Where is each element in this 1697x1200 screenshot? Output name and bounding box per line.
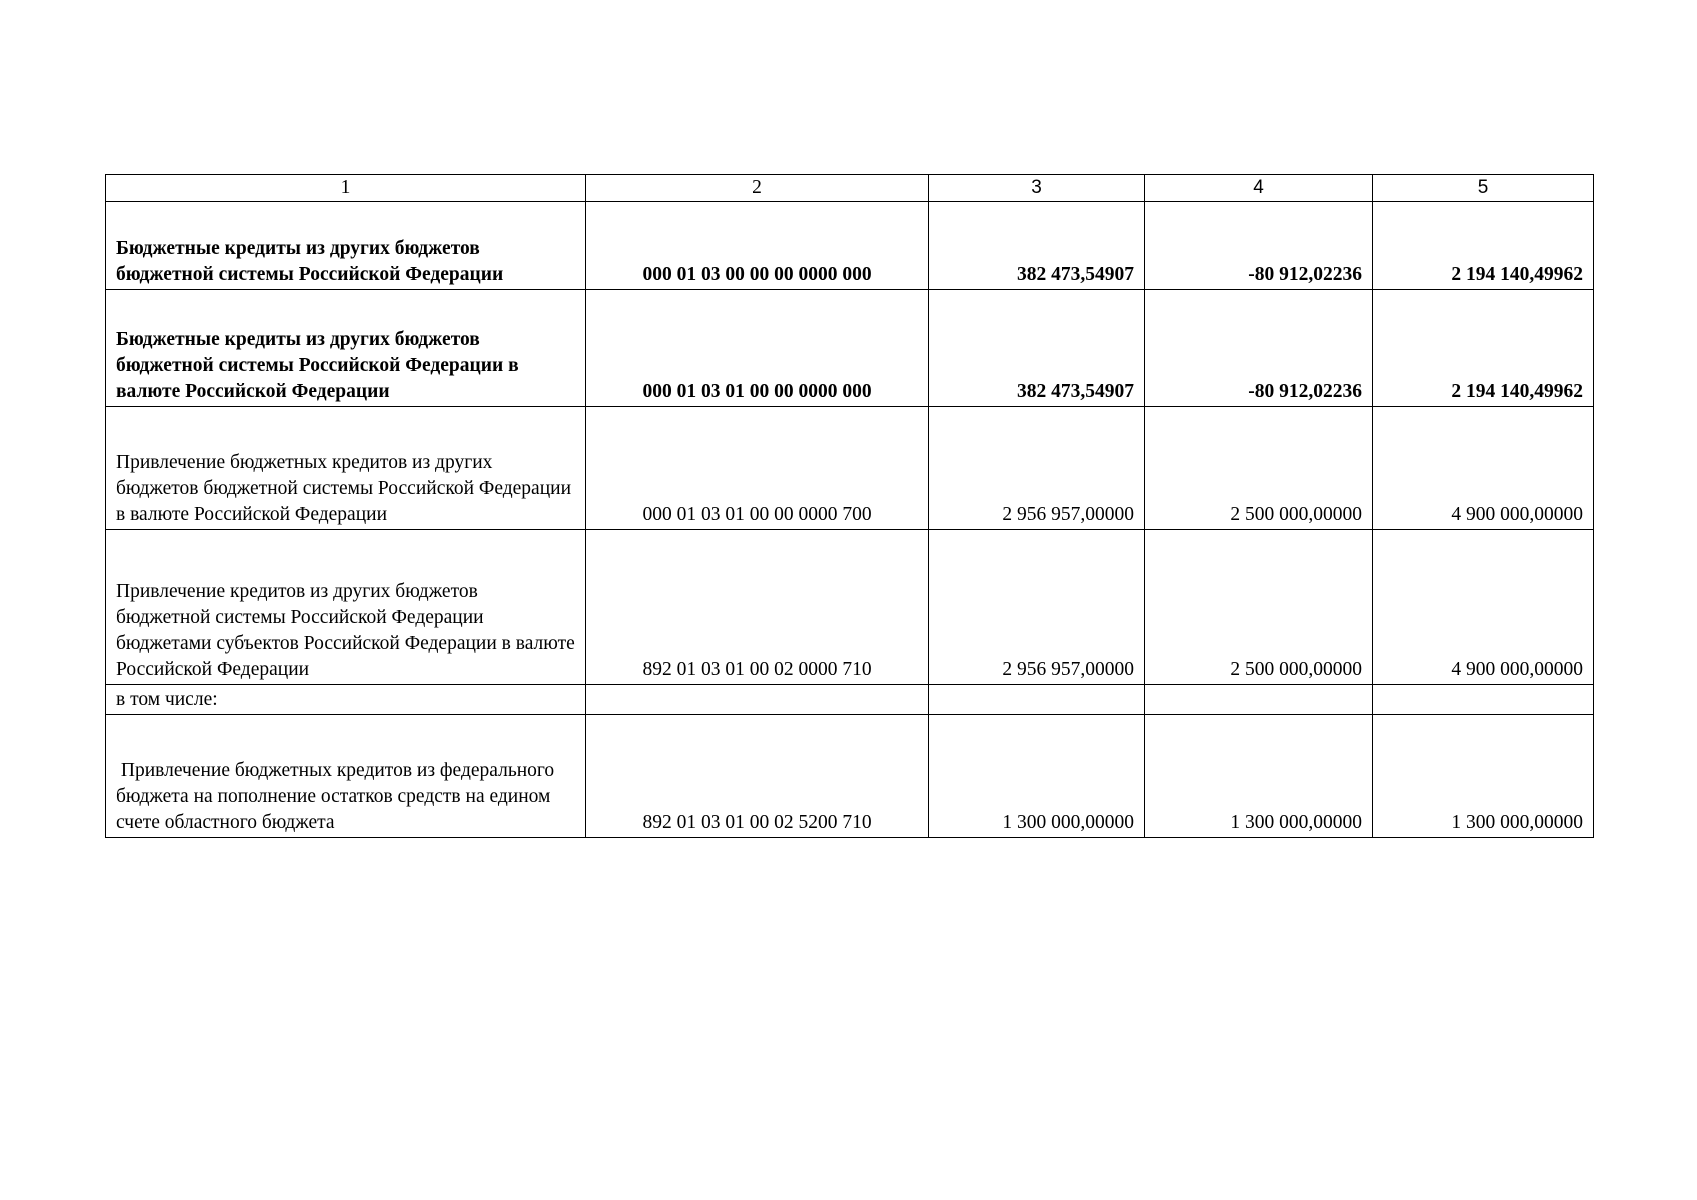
header-col-2: 2 bbox=[586, 175, 929, 202]
budget-table bbox=[105, 174, 1594, 838]
row-code: 000 01 03 01 00 00 0000 700 bbox=[586, 407, 929, 530]
row-name: Привлечение бюджетных кредитов из других бюджетов бюджетной системы Российской Федерации в валюте Российской Федерации bbox=[106, 407, 586, 530]
row-code bbox=[586, 685, 929, 715]
table-row bbox=[106, 715, 1594, 838]
row-name: в том числе: bbox=[106, 685, 586, 715]
row-name bbox=[106, 715, 586, 838]
row-name: Бюджетные кредиты из других бюджетов бюджетной системы Российской Федерации bbox=[106, 202, 586, 290]
row-value-5: 2 194 140,49962 bbox=[1373, 290, 1594, 407]
header-col-1: 1 bbox=[106, 175, 586, 202]
row-value-3: 2 956 957,00000 bbox=[929, 530, 1145, 685]
table-header-row bbox=[106, 175, 1594, 202]
table-row bbox=[106, 202, 1594, 290]
row-value-4 bbox=[1145, 685, 1373, 715]
header-col-3: 3 bbox=[929, 175, 1145, 202]
row-value-4: 2 500 000,00000 bbox=[1145, 530, 1373, 685]
header-col-5: 5 bbox=[1373, 175, 1594, 202]
table-row bbox=[106, 290, 1594, 407]
row-value-4: -80 912,02236 bbox=[1145, 202, 1373, 290]
row-value-5: 2 194 140,49962 bbox=[1373, 202, 1594, 290]
row-value-3: 2 956 957,00000 bbox=[929, 407, 1145, 530]
row-value-4: 1 300 000,00000 bbox=[1145, 715, 1373, 838]
table-row bbox=[106, 530, 1594, 685]
row-value-5: 1 300 000,00000 bbox=[1373, 715, 1594, 838]
row-name: Привлечение кредитов из других бюджетов бюджетной системы Российской Федерации бюджетами субъектов Российской Федерации в валюте Российской Федерации bbox=[106, 530, 586, 685]
row-code: 000 01 03 00 00 00 0000 000 bbox=[586, 202, 929, 290]
row-name-text: Привлечение бюджетных кредитов из федерального бюджета на пополнение остатков средств на едином счете областного бюджета bbox=[116, 760, 555, 833]
table-row bbox=[106, 685, 1594, 715]
row-value-3: 382 473,54907 bbox=[929, 202, 1145, 290]
row-value-3: 1 300 000,00000 bbox=[929, 715, 1145, 838]
table-row bbox=[106, 407, 1594, 530]
row-value-4: -80 912,02236 bbox=[1145, 290, 1373, 407]
row-code: 892 01 03 01 00 02 0000 710 bbox=[586, 530, 929, 685]
row-code: 000 01 03 01 00 00 0000 000 bbox=[586, 290, 929, 407]
row-code: 892 01 03 01 00 02 5200 710 bbox=[586, 715, 929, 838]
row-value-5: 4 900 000,00000 bbox=[1373, 530, 1594, 685]
row-value-5 bbox=[1373, 685, 1594, 715]
row-value-3: 382 473,54907 bbox=[929, 290, 1145, 407]
row-value-4: 2 500 000,00000 bbox=[1145, 407, 1373, 530]
row-value-5: 4 900 000,00000 bbox=[1373, 407, 1594, 530]
row-value-3 bbox=[929, 685, 1145, 715]
row-name: Бюджетные кредиты из других бюджетов бюджетной системы Российской Федерации в валюте Российской Федерации bbox=[106, 290, 586, 407]
header-col-4: 4 bbox=[1145, 175, 1373, 202]
